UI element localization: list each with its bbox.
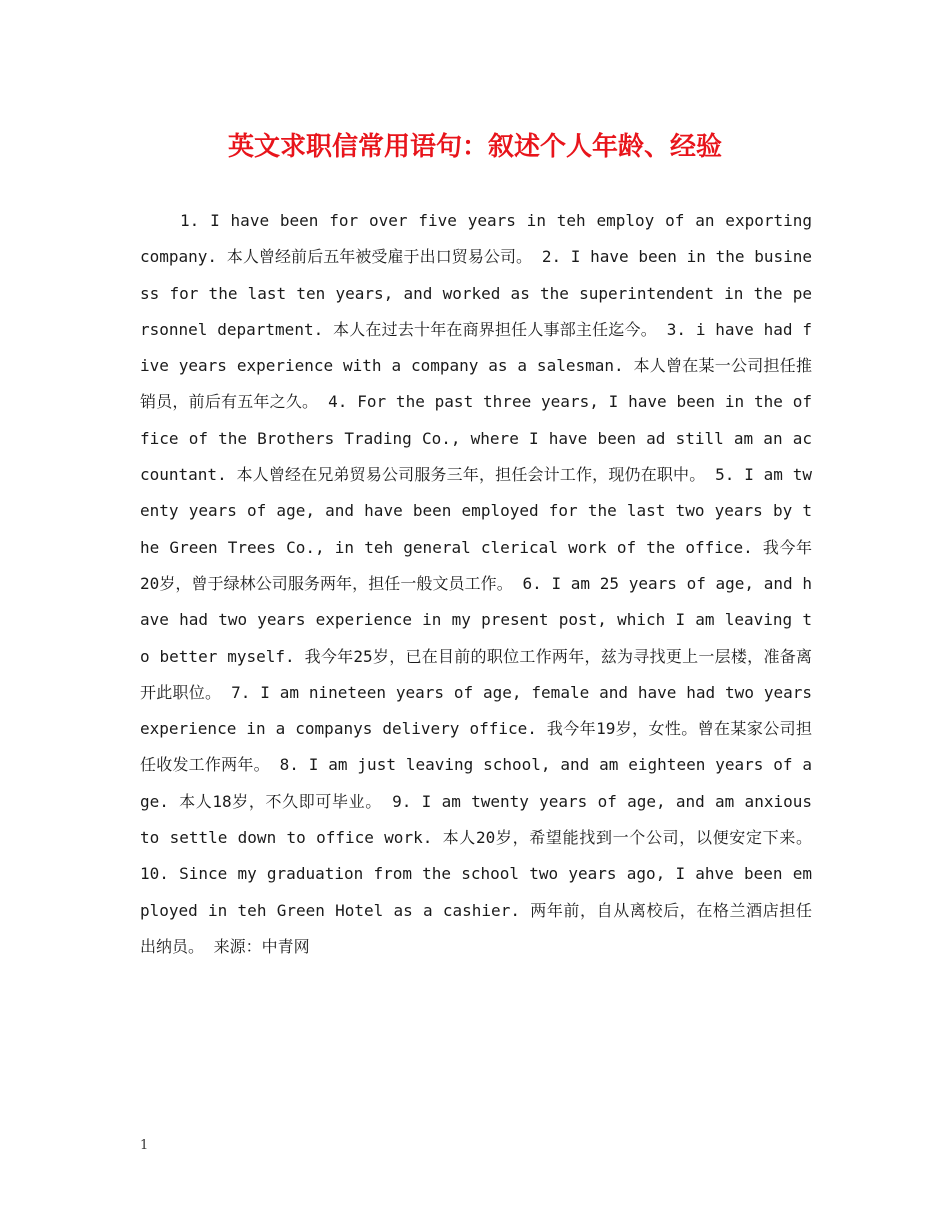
document-body: 1. I have been for over five years in teh employ of an exporting company. 本人曾经前后五年被受雇于出口贸易公司。 2. I have been in the business for the last ten years, and worked as the superintendent in the personnel department. 本人在过去十年在商界担任人事部主任迄今。 3. i have had five years experience with a company as a salesman. 本人曾在某一公司担任推销员，前后有五年之久。 4. For the past three years, I have been in the office of the Brothers Trading Co., where I have been ad still am an accountant. 本人曾经在兄弟贸易公司服务三年，担任会计工作，现仍在职中。 5. I am twenty years of age, and have been employed for the last two years by the Green Trees Co., in teh general clerical work of the office. 我今年20岁，曾于绿林公司服务两年，担任一般文员工作。 6. I am 25 years of age, and have had two years experience in my present post, which I am leaving to better myself. 我今年25岁，已在目前的职位工作两年，兹为寻找更上一层楼，准备离开此职位。 7. I am nineteen years of age, female and have had two years experience in a companys delivery office. 我今年19岁，女性。曾在某家公司担任收发工作两年。 8. I am just leaving school, and am eighteen years of age. 本人18岁，不久即可毕业。 9. I am twenty years of age, and am anxious to settle down to office work. 本人20岁，希望能找到一个公司，以便安定下来。 10. Since my graduation from the school two years ago, I ahve been employed in teh Green Hotel as a cashier. 两年前，自从离校后，在格兰酒店担任出纳员。 来源：中青网 [140, 211, 812, 956]
page-number: 1 [140, 1138, 149, 1153]
document-title: 英文求职信常用语句：叙述个人年龄、经验 [227, 132, 722, 162]
